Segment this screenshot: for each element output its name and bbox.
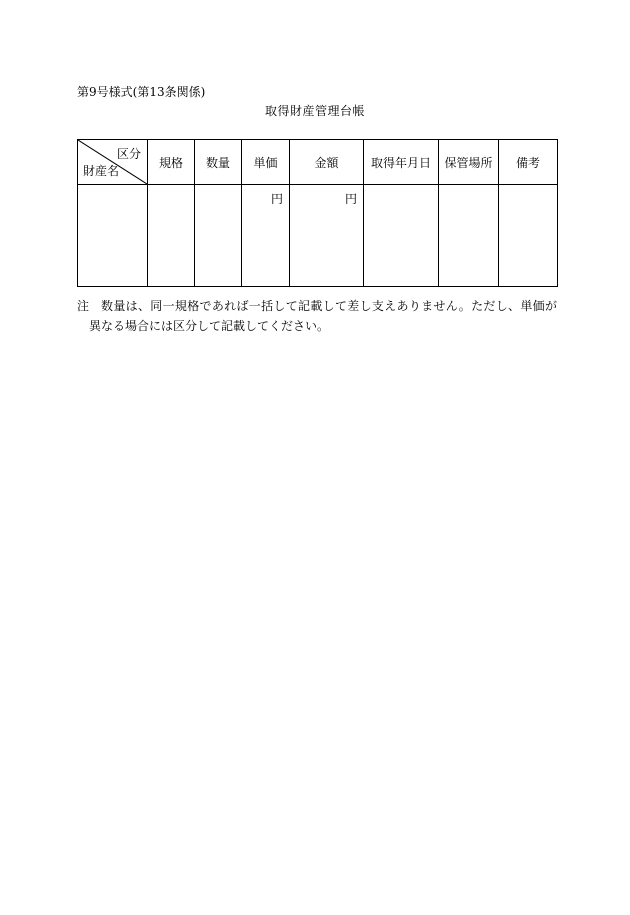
column-header-acquisition-date: 取得年月日: [364, 140, 439, 185]
amount-yen-suffix: 円: [344, 192, 357, 206]
diagonal-header-cell: [78, 140, 148, 185]
cell-spec: [148, 185, 195, 287]
cell-unit-price: [242, 185, 290, 287]
footnote: [77, 296, 557, 336]
column-header-storage-location: 保管場所: [439, 140, 499, 185]
column-header-spec: 規格: [148, 140, 195, 185]
category-label: 区分: [116, 147, 141, 161]
cell-asset-name: [78, 185, 148, 287]
table-header-row: [78, 140, 558, 185]
cell-amount: [290, 185, 364, 287]
cell-acquisition-date: [364, 185, 439, 287]
note-mark: 注: [77, 299, 90, 313]
column-header-quantity: 数量: [195, 140, 242, 185]
form-number: 第9号様式(第13条関係): [77, 85, 206, 99]
asset-name-label: 財産名: [83, 164, 120, 178]
asset-ledger-table: [77, 139, 558, 287]
cell-quantity: [195, 185, 242, 287]
unit-price-yen-suffix: 円: [270, 192, 283, 206]
note-text: 数量は、同一規格であれば一括して記載して差し支えありません。ただし、単価が異なる場合には区分して記載してください。: [89, 299, 557, 333]
table-row: [78, 185, 558, 287]
column-header-amount: 金額: [290, 140, 364, 185]
cell-storage-location: [439, 185, 499, 287]
column-header-remarks: 備考: [499, 140, 558, 185]
column-header-unit-price: 単価: [242, 140, 290, 185]
cell-remarks: [499, 185, 558, 287]
document-title: 取得財産管理台帳: [264, 104, 365, 118]
